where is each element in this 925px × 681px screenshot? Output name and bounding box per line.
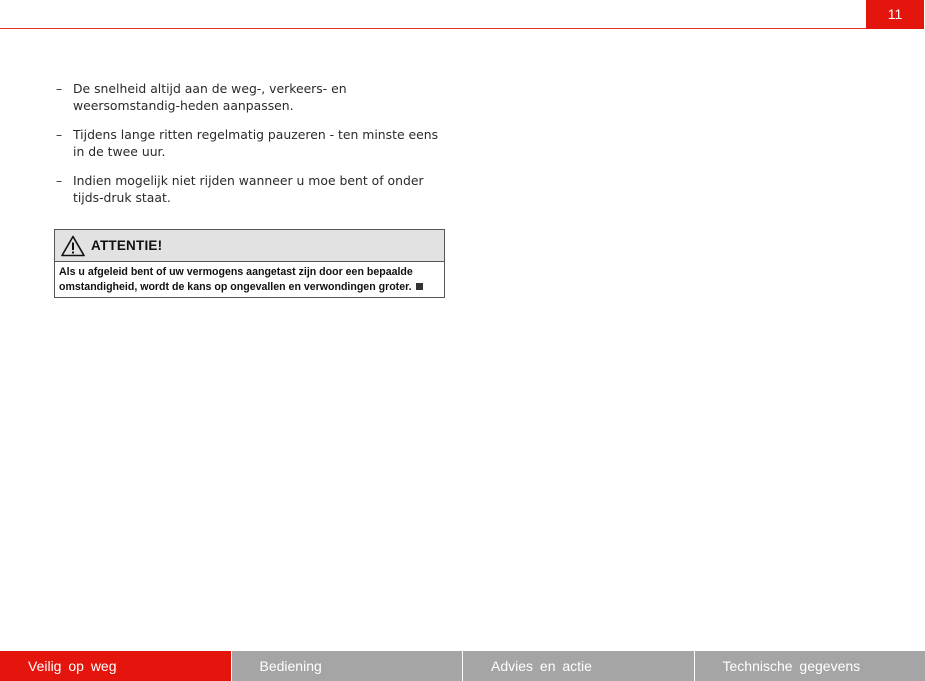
tab-bediening[interactable]: Bediening (231, 651, 463, 681)
dash-marker: – (56, 81, 63, 96)
dash-marker: – (56, 173, 63, 188)
list-item-text: Indien mogelijk niet rijden wanneer u moe bent of onder tijds-druk staat. (73, 173, 424, 205)
dash-marker: – (56, 127, 63, 142)
header-rule (0, 28, 866, 29)
warning-title: ATTENTIE! (91, 238, 163, 253)
list-item-text: Tijdens lange ritten regelmatig pauzeren - ten minste eens in de twee uur. (73, 127, 439, 159)
tab-technische-gegevens[interactable]: Technische gegevens (694, 651, 925, 681)
warning-text-content: Als u afgeleid bent of uw vermogens aangetast zijn door een bepaalde omstandigheid, wordt de kans op ongevallen en verwondingen groter. (59, 266, 413, 293)
list-item-text: De snelheid altijd aan de weg-, verkeers- en weersomstandig-heden aanpassen. (73, 81, 347, 113)
warning-text (55, 262, 444, 297)
tab-veilig-op-weg[interactable]: Veilig op weg (0, 651, 231, 681)
advice-list (56, 80, 451, 218)
end-of-section-icon (416, 283, 423, 290)
warning-triangle-icon (61, 235, 85, 257)
list-item (56, 80, 451, 114)
list-item (56, 172, 451, 206)
warning-header (55, 230, 444, 262)
tab-advies-en-actie[interactable]: Advies en actie (462, 651, 694, 681)
warning-box (54, 229, 445, 298)
list-item (56, 126, 451, 160)
footer-navigation (0, 651, 925, 681)
page-number: 11 (866, 0, 924, 29)
